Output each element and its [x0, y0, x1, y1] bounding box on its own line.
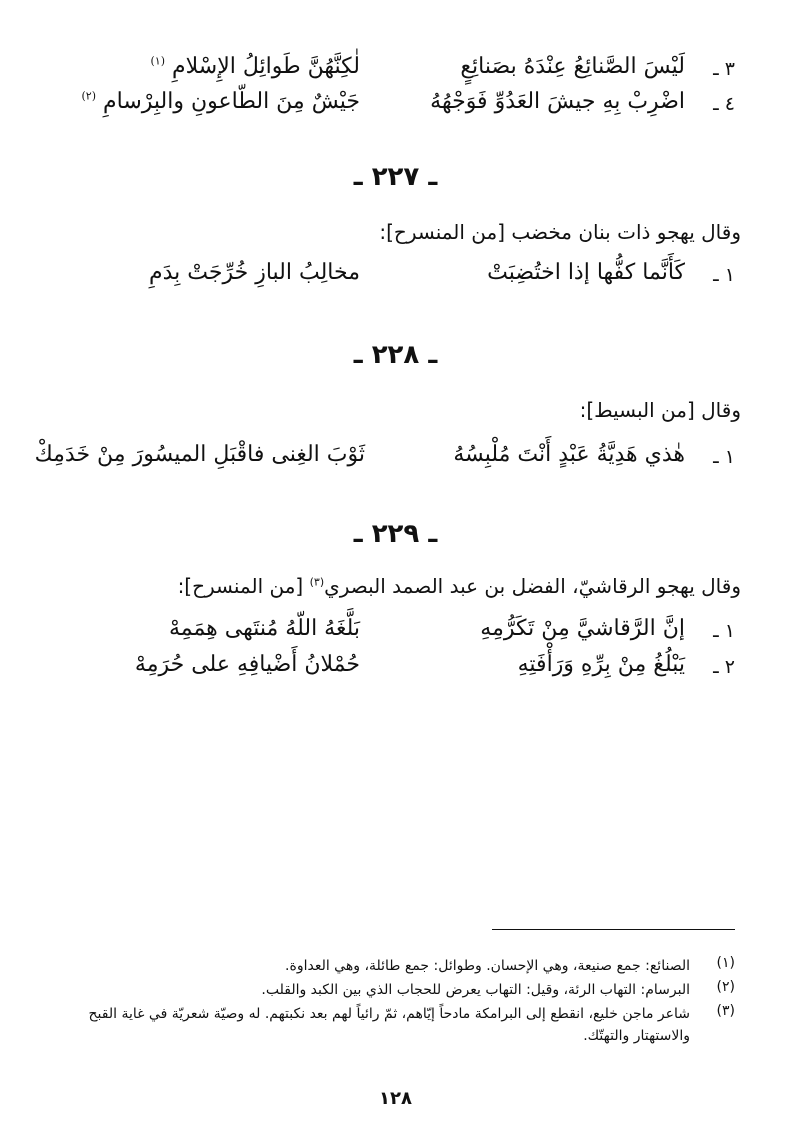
verse-number: ١ ـ — [713, 446, 735, 468]
footnote — [55, 1003, 735, 1051]
verse-second-hemistich — [45, 89, 360, 114]
verse-line — [50, 258, 735, 298]
footnote-ref: (١) — [150, 54, 166, 68]
intro-text: وقال يهجو الرقاشيّ، الفضل بن عبد الصمد البصري — [324, 574, 741, 598]
verse-number: ٤ ـ — [713, 93, 735, 115]
footnote-text: شاعر ماجن خليع، انقطع إلى البرامكة مادحاً إيّاهم، ثمّ رائياً لهم بعد نكبتهم. له وصيّة شعريّة في غاية القبح والاستهتار والتهتّك. — [88, 1006, 690, 1044]
hemistich-text: لٰكِنَّهُنَّ طَوائِلُ الإِسْلامِ — [172, 54, 360, 79]
section-intro: وقال يهجو ذات بنان مخضب [من المنسرح]: — [379, 220, 741, 244]
footnote-text: الصنائع: جمع صنيعة، وهي الإحسان. وطوائل: جمع طائلة، وهي العداوة. — [285, 958, 690, 974]
footnote-number: (٢) — [716, 979, 735, 995]
section-number: ـ ٢٢٩ ـ — [353, 519, 438, 549]
verse-line — [50, 52, 735, 92]
verse-second-hemistich: بَلَّغَهُ اللّهُ مُنتَهى هِمَمِهْ — [168, 616, 360, 641]
footnote-text: البرسام: التهاب الرئة، وقيل: التهاب يعرض للحجاب الذي بين الكبد والقلب. — [261, 982, 690, 998]
verse-line — [50, 87, 735, 127]
verse-number: ٣ ـ — [713, 58, 735, 80]
verse-second-hemistich — [45, 54, 360, 79]
section-number: ـ ٢٢٨ ـ — [353, 340, 438, 370]
verse-first-hemistich: اضْرِبْ بِهِ جيشَ العَدُوِّ فَوَجْهُهُ — [430, 89, 685, 114]
page-number: ١٢٨ — [379, 1088, 412, 1109]
verse-number: ١ ـ — [713, 620, 735, 642]
footnote-separator — [492, 929, 735, 930]
hemistich-text: جَيْشٌ مِنَ الطّاعونِ والبِرْسامِ — [103, 89, 360, 114]
verse-first-hemistich: يَبْلُغُ مِنْ بِرِّهِ وَرَأْفَتِهِ — [517, 652, 685, 677]
footnote-ref: (٢) — [81, 89, 96, 103]
verse-line — [50, 614, 735, 654]
footnote-number: (٣) — [716, 1003, 735, 1019]
verse-second-hemistich: حُمْلانُ أَضْيافِهِ على حُرَمِهْ — [134, 652, 360, 677]
intro-meter: [من المنسرح]: — [177, 574, 310, 598]
footnote-ref: (٣) — [309, 575, 325, 589]
footnote — [55, 955, 735, 977]
section-intro — [51, 574, 741, 598]
footnote-number: (١) — [716, 955, 735, 971]
verse-first-hemistich: إنَّ الرَّقاشيَّ مِنْ تَكَرُّمِهِ — [480, 616, 685, 641]
section-intro: وقال [من البسيط]: — [579, 398, 741, 422]
verse-first-hemistich: كَأَنَّما كفُّها إذا اختُضِبَتْ — [487, 260, 685, 285]
section-number: ـ ٢٢٧ ـ — [353, 162, 438, 192]
verse-number: ٢ ـ — [713, 656, 735, 678]
verse-number: ١ ـ — [713, 264, 735, 286]
verse-line — [34, 440, 735, 480]
verse-first-hemistich: لَيْسَ الصَّنائِعُ عِنْدَهُ بصَنائِعٍ — [460, 54, 685, 79]
verse-second-hemistich: ثَوْبَ الغِنى فاقْبَلِ الميسُورَ مِنْ خَدَمِكْ — [34, 442, 365, 467]
verse-second-hemistich: مخالِبُ البازِ خُرِّجَتْ بِدَمِ — [149, 260, 360, 285]
footnote — [55, 979, 735, 1001]
verse-line — [50, 650, 735, 690]
verse-first-hemistich: هٰذي هَدِيَّةُ عَبْدٍ أَنْتَ مُلْبِسُهُ — [453, 442, 685, 467]
